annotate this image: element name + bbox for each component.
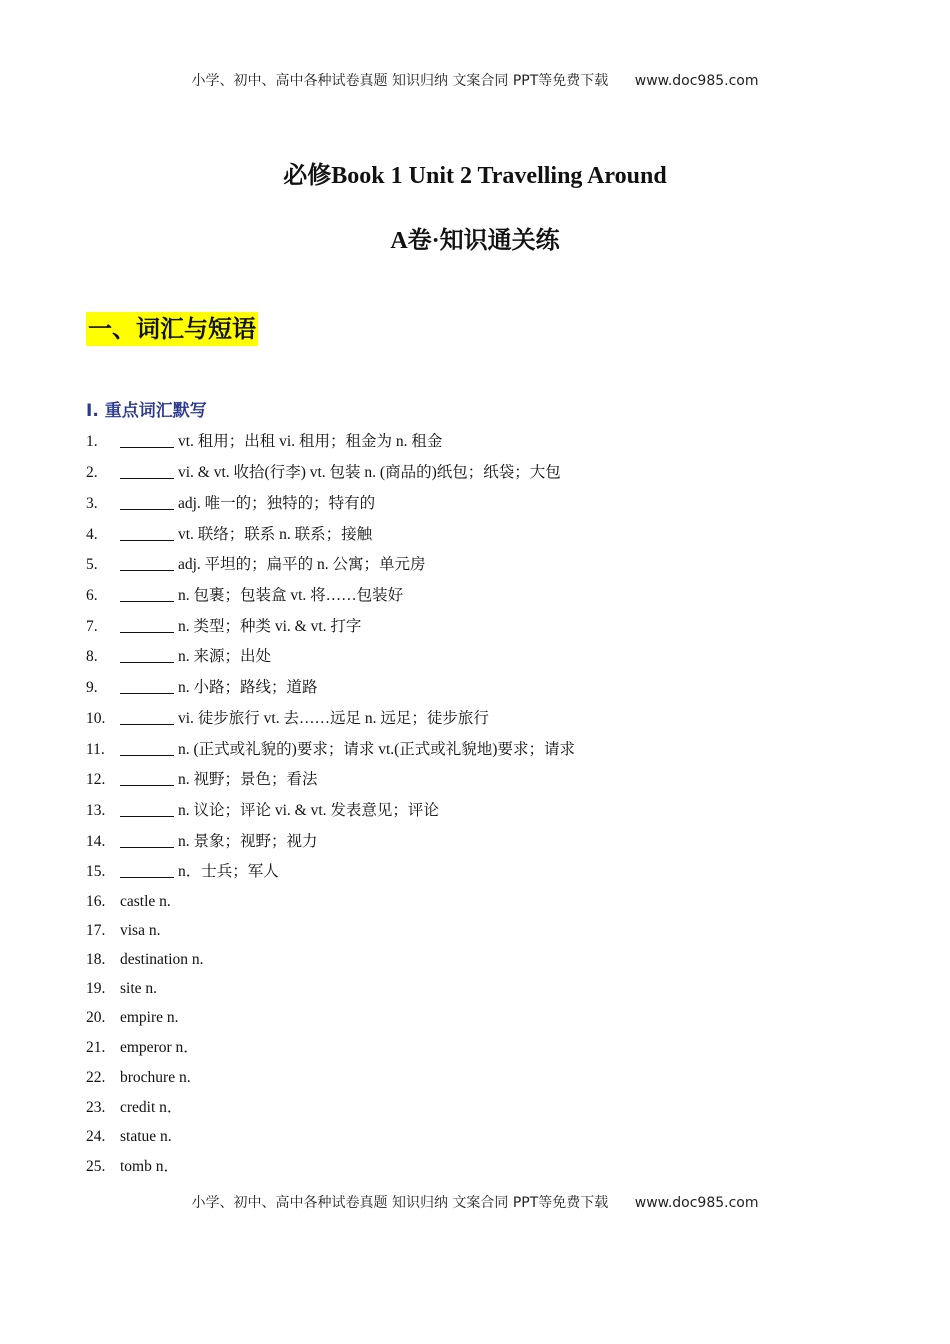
answer-blank[interactable] xyxy=(120,800,174,817)
vocab-item xyxy=(86,1155,179,1179)
vocab-definition: visa n. xyxy=(120,922,161,939)
answer-blank[interactable] xyxy=(120,493,174,510)
vocab-item xyxy=(86,738,575,762)
vocab-item xyxy=(86,461,561,485)
answer-blank[interactable] xyxy=(120,462,174,479)
vocab-number: 22. xyxy=(86,1069,106,1086)
header-banner-url[interactable]: www.doc985.com xyxy=(634,73,759,89)
vocab-definition: vt. 联络；联系 n. 联系；接触 xyxy=(178,526,373,543)
vocab-definition: brochure n. xyxy=(120,1069,191,1086)
vocab-number: 12. xyxy=(86,771,106,788)
vocab-number: 10. xyxy=(86,710,106,727)
answer-blank[interactable] xyxy=(120,708,174,725)
answer-blank[interactable] xyxy=(120,616,174,633)
vocab-number: 17. xyxy=(86,922,106,939)
vocab-definition: n. 包裹；包装盒 vt. 将……包装好 xyxy=(178,587,404,604)
vocab-number: 23. xyxy=(86,1099,106,1116)
vocab-definition: n．士兵；军人 xyxy=(178,863,279,880)
vocab-item xyxy=(86,977,157,1001)
vocab-definition: vt. 租用；出租 vi. 租用；租金为 n. 租金 xyxy=(178,433,443,450)
vocab-number: 18. xyxy=(86,951,106,968)
vocab-item xyxy=(86,799,439,823)
vocab-definition: vi. & vt. 收拾(行李) vt. 包装 n. (商品的)纸包；纸袋；大包 xyxy=(178,464,561,481)
section-subheading: I. 重点词汇默写 xyxy=(86,401,207,421)
vocab-item xyxy=(86,430,442,454)
vocab-definition: n. 小路；路线；道路 xyxy=(178,679,318,696)
answer-blank[interactable] xyxy=(120,861,174,878)
vocab-number: 14. xyxy=(86,833,106,850)
vocab-definition: n. (正式或礼貌的)要求；请求 vt.(正式或礼貌地)要求；请求 xyxy=(178,741,575,758)
vocab-item xyxy=(86,1125,172,1149)
vocab-item xyxy=(86,1006,179,1030)
vocab-definition: adj. 平坦的；扁平的 n. 公寓；单元房 xyxy=(178,556,426,573)
vocab-number: 19. xyxy=(86,980,106,997)
vocab-item xyxy=(86,830,318,854)
vocab-definition: tomb n． xyxy=(120,1158,179,1175)
vocab-number: 4. xyxy=(86,526,98,543)
vocab-item xyxy=(86,584,403,608)
vocab-item xyxy=(86,707,489,731)
vocab-definition: n. 视野；景色；看法 xyxy=(178,771,318,788)
vocab-item xyxy=(86,676,318,700)
vocab-number: 20. xyxy=(86,1009,106,1026)
vocab-number: 2. xyxy=(86,464,98,481)
vocab-item xyxy=(86,1066,191,1090)
vocab-definition: castle n. xyxy=(120,893,171,910)
vocab-number: 21. xyxy=(86,1039,106,1056)
vocab-number: 11. xyxy=(86,741,105,758)
footer-banner xyxy=(0,1192,950,1212)
answer-blank[interactable] xyxy=(120,769,174,786)
vocab-item xyxy=(86,645,271,669)
vocab-number: 3. xyxy=(86,495,98,512)
answer-blank[interactable] xyxy=(120,585,174,602)
page-title: 必修Book 1 Unit 2 Travelling Around xyxy=(283,163,667,189)
vocab-definition: statue n. xyxy=(120,1128,172,1145)
answer-blank[interactable] xyxy=(120,431,174,448)
vocab-definition: site n. xyxy=(120,980,158,997)
vocab-number: 7. xyxy=(86,618,98,635)
vocab-number: 1. xyxy=(86,433,98,450)
vocab-item xyxy=(86,890,171,914)
answer-blank[interactable] xyxy=(120,646,174,663)
vocab-number: 24. xyxy=(86,1128,106,1145)
footer-banner-url[interactable]: www.doc985.com xyxy=(634,1195,759,1211)
vocab-item xyxy=(86,553,426,577)
vocab-item xyxy=(86,492,375,516)
header-banner xyxy=(0,70,950,90)
vocab-definition: adj. 唯一的；独特的；特有的 xyxy=(178,495,376,512)
vocab-definition: n. 议论；评论 vi. & vt. 发表意见；评论 xyxy=(178,802,439,819)
footer-banner-text: 小学、初中、高中各种试卷真题 知识归纳 文案合同 PPT等免费下载 xyxy=(191,1195,609,1211)
vocab-number: 5. xyxy=(86,556,98,573)
vocab-definition: credit n． xyxy=(120,1099,183,1116)
section-heading: 一、词汇与短语 xyxy=(86,312,258,346)
answer-blank[interactable] xyxy=(120,554,174,571)
vocab-definition: destination n. xyxy=(120,951,204,968)
header-banner-text: 小学、初中、高中各种试卷真题 知识归纳 文案合同 PPT等免费下载 xyxy=(191,73,609,89)
vocab-item xyxy=(86,1096,182,1120)
vocab-number: 15. xyxy=(86,863,106,880)
vocab-definition: vi. 徒步旅行 vt. 去……远足 n. 远足；徒步旅行 xyxy=(178,710,489,727)
answer-blank[interactable] xyxy=(120,524,174,541)
vocab-number: 8. xyxy=(86,648,98,665)
vocab-item xyxy=(86,615,361,639)
vocab-item xyxy=(86,768,318,792)
vocab-number: 13. xyxy=(86,802,106,819)
vocab-number: 6. xyxy=(86,587,98,604)
vocab-item xyxy=(86,860,279,884)
page-subtitle: A卷·知识通关练 xyxy=(390,228,560,254)
vocab-definition: n. 类型；种类 vi. & vt. 打字 xyxy=(178,618,362,635)
vocab-item xyxy=(86,523,372,547)
vocab-item xyxy=(86,948,204,972)
vocab-number: 25. xyxy=(86,1158,106,1175)
vocab-definition: n. 景象；视野；视力 xyxy=(178,833,318,850)
vocab-definition: emperor n． xyxy=(120,1039,199,1056)
vocab-definition: empire n. xyxy=(120,1009,179,1026)
vocab-definition: n. 来源；出处 xyxy=(178,648,272,665)
vocab-item xyxy=(86,919,160,943)
answer-blank[interactable] xyxy=(120,831,174,848)
vocab-item xyxy=(86,1036,199,1060)
vocab-number: 9. xyxy=(86,679,98,696)
answer-blank[interactable] xyxy=(120,677,174,694)
answer-blank[interactable] xyxy=(120,739,174,756)
vocab-number: 16. xyxy=(86,893,106,910)
